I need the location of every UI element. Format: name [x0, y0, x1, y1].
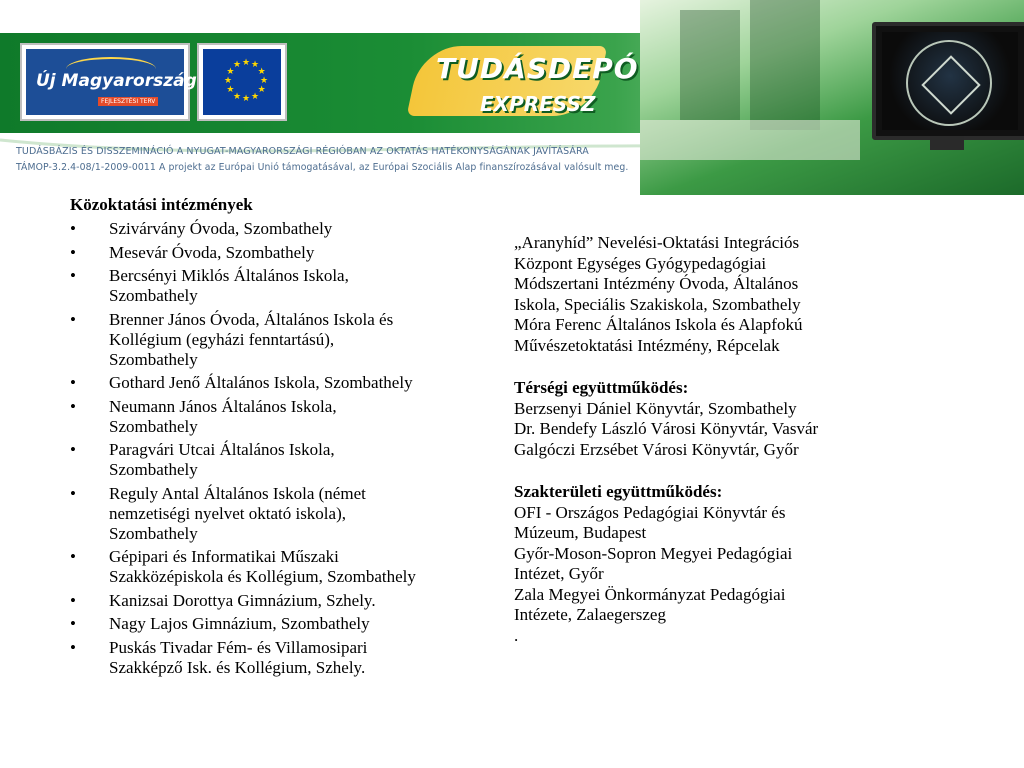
uj-magyarorszag-subtitle: FEJLESZTÉSI TERV: [98, 97, 158, 106]
field-section: [514, 482, 914, 646]
list-item-text: Szombathely: [109, 416, 198, 436]
bullet-icon: •: [70, 614, 76, 633]
regional-heading: Térségi együttműködés:: [514, 378, 689, 397]
regional-line: Berzsenyi Dániel Könyvtár, Szombathely: [514, 398, 797, 418]
bullet-icon: •: [70, 373, 76, 392]
bullet-icon: •: [70, 266, 76, 285]
list-item-text: Reguly Antal Általános Iskola (német: [109, 483, 366, 503]
field-line: Intézet, Győr: [514, 564, 604, 583]
list-item: [70, 547, 510, 587]
list-item: [70, 638, 510, 678]
list-item-text: Neumann János Általános Iskola,: [109, 396, 337, 416]
intro-line: Móra Ferenc Általános Iskola és Alapfokú: [514, 315, 803, 334]
intro-line: Művészetoktatási Intézmény, Répcelak: [514, 335, 780, 355]
project-code-line: TÁMOP-3.2.4-08/1-2009-0011 A projekt az Európai Unió támogatásával, az Európai Szociális Alap finanszírozásával valósult meg.: [16, 162, 629, 173]
institution-list: [70, 219, 510, 678]
list-item-text: Szombathely: [109, 460, 198, 479]
bullet-icon: •: [70, 440, 76, 459]
list-item-text: Szakképző Isk. és Kollégium, Szhely.: [109, 657, 366, 677]
field-line: Zala Megyei Önkormányzat Pedagógiai: [514, 584, 786, 604]
list-item-text: Bercsényi Miklós Általános Iskola,: [109, 266, 349, 285]
eu-star-icon: ★: [257, 67, 266, 77]
university-seal-icon: [906, 40, 992, 126]
list-item-text: Szombathely: [109, 523, 198, 543]
uj-magyarorszag-logo: [20, 43, 197, 121]
field-line: OFI - Országos Pedagógiai Könyvtár és: [514, 502, 786, 522]
list-item-text: Szombathely: [109, 286, 198, 305]
list-item-text: nemzetiségi nyelvet oktató iskola),: [109, 503, 346, 523]
field-line: .: [514, 625, 519, 645]
list-item-text: Puskás Tivadar Fém- és Villamosipari: [109, 637, 368, 657]
eu-star-icon: ★: [251, 91, 260, 102]
list-item-text: Szakközépiskola és Kollégium, Szombathely: [109, 567, 416, 586]
bullet-icon: •: [70, 590, 76, 610]
list-item: [70, 484, 510, 544]
list-item: [70, 591, 510, 611]
list-item-text: Paragvári Utcai Általános Iskola,: [109, 440, 335, 459]
list-item-text: Szombathely: [109, 349, 198, 369]
list-item: [70, 614, 510, 634]
field-line: Intézete, Zalaegerszeg: [514, 605, 666, 624]
list-item: [70, 243, 510, 263]
list-item: [70, 397, 510, 437]
tudasdepo-logo: [408, 36, 639, 132]
eu-star-icon: ★: [224, 76, 233, 86]
field-heading: Szakterületi együttműködés:: [514, 482, 723, 501]
right-column: [514, 233, 914, 668]
list-item-text: Gothard Jenő Általános Iskola, Szombathely: [109, 373, 413, 392]
eu-star-icon: ★: [260, 76, 269, 86]
eu-stars-icon: [224, 59, 268, 103]
bullet-icon: •: [70, 219, 76, 238]
list-item: [70, 219, 510, 239]
eu-star-icon: ★: [226, 85, 235, 95]
list-item-text: Nagy Lajos Gimnázium, Szombathely: [109, 614, 370, 633]
left-heading: Közoktatási intézmények: [70, 195, 253, 214]
project-tagline: TUDÁSBÁZIS ÉS DISSZEMINÁCIÓ A NYUGAT-MAGYARORSZÁGI RÉGIÓBAN AZ OKTATÁS HATÉKONYSÁGÁNAK JAVÍTÁSÁRA: [16, 146, 589, 157]
tudasdepo-subtitle: EXPRESSZ: [480, 92, 596, 116]
regional-line: Dr. Bendefy László Városi Könyvtár, Vasvár: [514, 419, 819, 438]
bullet-icon: •: [70, 483, 76, 503]
eu-star-icon: ★: [233, 91, 242, 102]
eu-star-icon: ★: [226, 67, 235, 77]
regional-section: [514, 378, 914, 460]
intro-line: Központ Egységes Gyógypedagógiai: [514, 253, 767, 273]
header-banner: [0, 0, 1024, 195]
bullet-icon: •: [70, 242, 76, 262]
list-item: [70, 266, 510, 306]
intro-line: Iskola, Speciális Szakiskola, Szombathely: [514, 294, 801, 314]
bullet-icon: •: [70, 309, 76, 329]
regional-line: Galgóczi Erzsébet Városi Könyvtár, Győr: [514, 439, 799, 459]
list-item: [70, 440, 510, 480]
list-item-text: Kollégium (egyházi fenntartású),: [109, 329, 335, 349]
field-line: Győr-Moson-Sopron Megyei Pedagógiai: [514, 543, 793, 563]
list-item: [70, 373, 510, 393]
tudasdepo-title: TUDÁSDEPÓ: [436, 52, 639, 85]
list-item-text: Brenner János Óvoda, Általános Iskola és: [109, 309, 394, 329]
list-item: [70, 310, 510, 370]
bullet-icon: •: [70, 396, 76, 416]
bullet-icon: •: [70, 547, 76, 566]
eu-star-icon: ★: [242, 58, 251, 68]
intro-paragraph: [514, 233, 914, 356]
eu-star-icon: ★: [257, 85, 266, 95]
monitor: [872, 22, 1024, 140]
uj-magyarorszag-title: Új Magyarország: [36, 71, 197, 91]
intro-line: „Aranyhíd” Nevelési-Oktatási Integrációs: [514, 233, 800, 252]
list-item-text: Mesevár Óvoda, Szombathely: [109, 242, 315, 262]
eu-star-icon: ★: [242, 94, 251, 104]
bullet-icon: •: [70, 637, 76, 657]
eu-star-icon: ★: [233, 60, 242, 71]
intro-line: Módszertani Intézmény Óvoda, Általános: [514, 274, 799, 293]
list-item-text: Szivárvány Óvoda, Szombathely: [109, 219, 333, 238]
left-column: [70, 195, 510, 681]
field-line: Múzeum, Budapest: [514, 523, 647, 542]
list-item-text: Kanizsai Dorottya Gimnázium, Szhely.: [109, 590, 376, 610]
eu-flag-logo: [197, 43, 287, 121]
eu-star-icon: ★: [251, 60, 260, 71]
list-item-text: Gépipari és Informatikai Műszaki: [109, 547, 339, 566]
